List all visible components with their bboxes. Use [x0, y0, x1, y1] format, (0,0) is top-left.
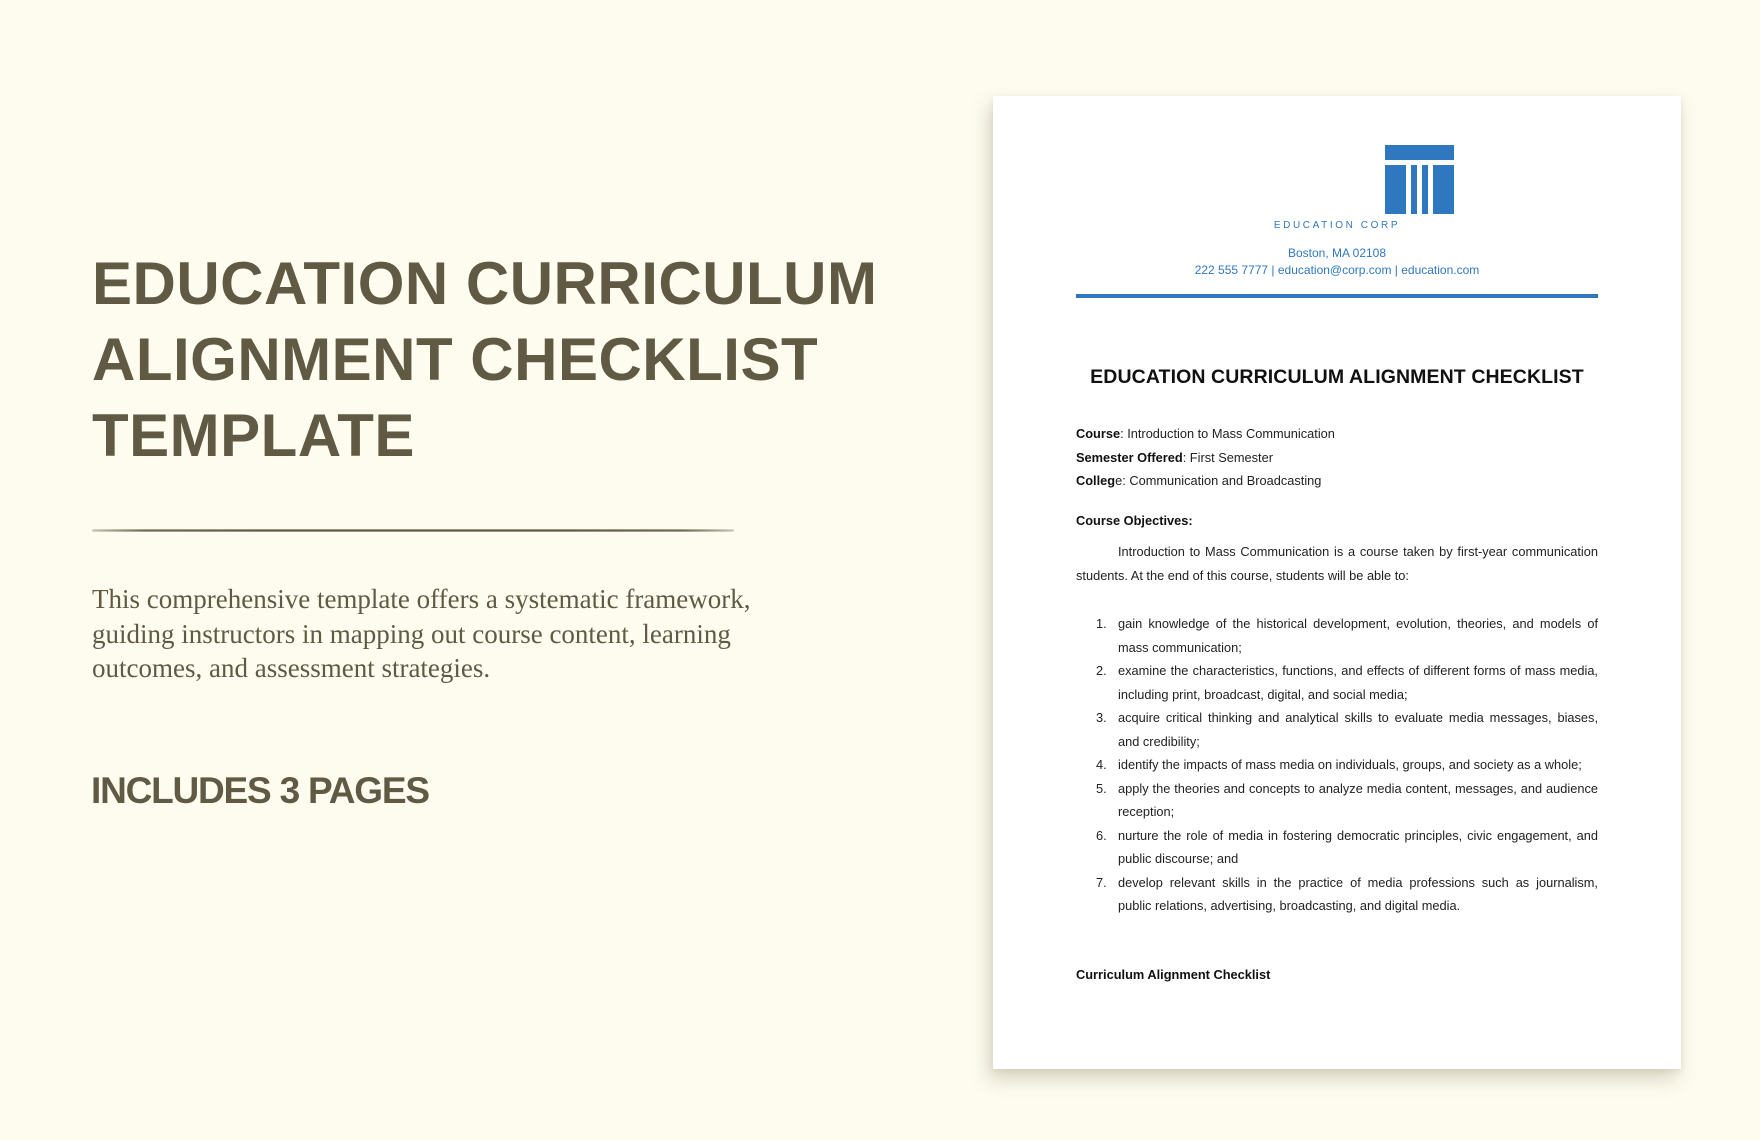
- list-text: nurture the role of media in fostering democratic principles, civic engagement, and public discourse; and: [1118, 827, 1598, 866]
- hero-title-line: ALIGNMENT CHECKLIST: [92, 326, 819, 393]
- hero-title: [92, 246, 892, 474]
- list-text: develop relevant skills in the practice of media professions such as journalism, public relations, advertising, broadcasting, and digital media.: [1118, 874, 1598, 913]
- list-number: 6.: [1096, 827, 1107, 843]
- logo-column: [1411, 165, 1417, 214]
- list-text: examine the characteristics, functions, and effects of different forms of mass media, including print, broadcast, digital, and social media;: [1118, 663, 1598, 702]
- objectives-intro: Introduction to Mass Communication is a course taken by first-year communication students. At the end of this course, students will be able to:: [1076, 544, 1598, 583]
- field-value: : First Semester: [1182, 449, 1273, 465]
- field-label: Course: [1076, 426, 1121, 441]
- field-semester: [1076, 446, 1335, 470]
- logo-column: [1433, 165, 1454, 214]
- objectives-heading: Course Objectives:: [1076, 513, 1193, 528]
- logo-beam: [1385, 145, 1454, 160]
- field-value: e: Communication and Broadcasting: [1115, 473, 1322, 488]
- list-item: [1076, 612, 1598, 659]
- list-number: 5.: [1096, 780, 1107, 796]
- pages-count-note: INCLUDES 3 PAGES: [91, 770, 429, 811]
- hero-title-line: EDUCATION CURRICULUM: [92, 250, 878, 317]
- company-address: Boston, MA 02108: [1287, 246, 1387, 260]
- company-contacts: 222 555 7777 | education@corp.com | education.com: [1194, 263, 1480, 277]
- list-text: identify the impacts of mass media on individuals, groups, and society as a whole;: [1118, 757, 1582, 772]
- list-text: acquire critical thinking and analytical skills to evaluate media messages, biases, and credibility;: [1118, 710, 1598, 749]
- list-item: [1076, 659, 1598, 706]
- list-number: 4.: [1096, 757, 1107, 772]
- checklist-heading: Curriculum Alignment Checklist: [1076, 967, 1271, 982]
- field-label: Colleg: [1076, 473, 1116, 488]
- objectives-list: [1076, 612, 1598, 918]
- list-item: [1076, 753, 1598, 777]
- list-text: apply the theories and concepts to analyze media content, messages, and audience reception;: [1118, 780, 1598, 819]
- logo-column: [1385, 165, 1406, 214]
- hero-title-line: TEMPLATE: [92, 402, 415, 469]
- hero-divider: [92, 529, 734, 531]
- document-preview: [993, 96, 1681, 1069]
- document-title: EDUCATION CURRICULUM ALIGNMENT CHECKLIST: [1090, 366, 1584, 388]
- field-value: : Introduction to Mass Communication: [1120, 426, 1335, 441]
- field-course: [1076, 422, 1335, 446]
- list-number: 1.: [1096, 616, 1107, 631]
- course-fields: [1076, 422, 1335, 493]
- list-item: [1076, 777, 1598, 824]
- pillar-columns-logo-icon: [1385, 145, 1454, 214]
- list-number: 7.: [1096, 874, 1107, 890]
- list-number: 3.: [1096, 710, 1107, 725]
- list-item: [1076, 824, 1598, 871]
- list-item: [1076, 706, 1598, 753]
- field-college: [1076, 469, 1335, 493]
- list-text: gain knowledge of the historical development, evolution, theories, and models of mass communication;: [1118, 616, 1598, 655]
- header-rule: [1076, 294, 1598, 298]
- list-number: 2.: [1096, 663, 1107, 678]
- logo-column: [1422, 165, 1428, 214]
- hero-section: [92, 246, 892, 474]
- brand-name: EDUCATION CORP: [1273, 220, 1401, 231]
- hero-description: This comprehensive template offers a systematic framework, guiding instructors in mapping out course content, learning outcomes, and assessment strategies.: [92, 584, 751, 683]
- field-label: Semester Offered: [1076, 449, 1183, 465]
- list-item: [1076, 871, 1598, 918]
